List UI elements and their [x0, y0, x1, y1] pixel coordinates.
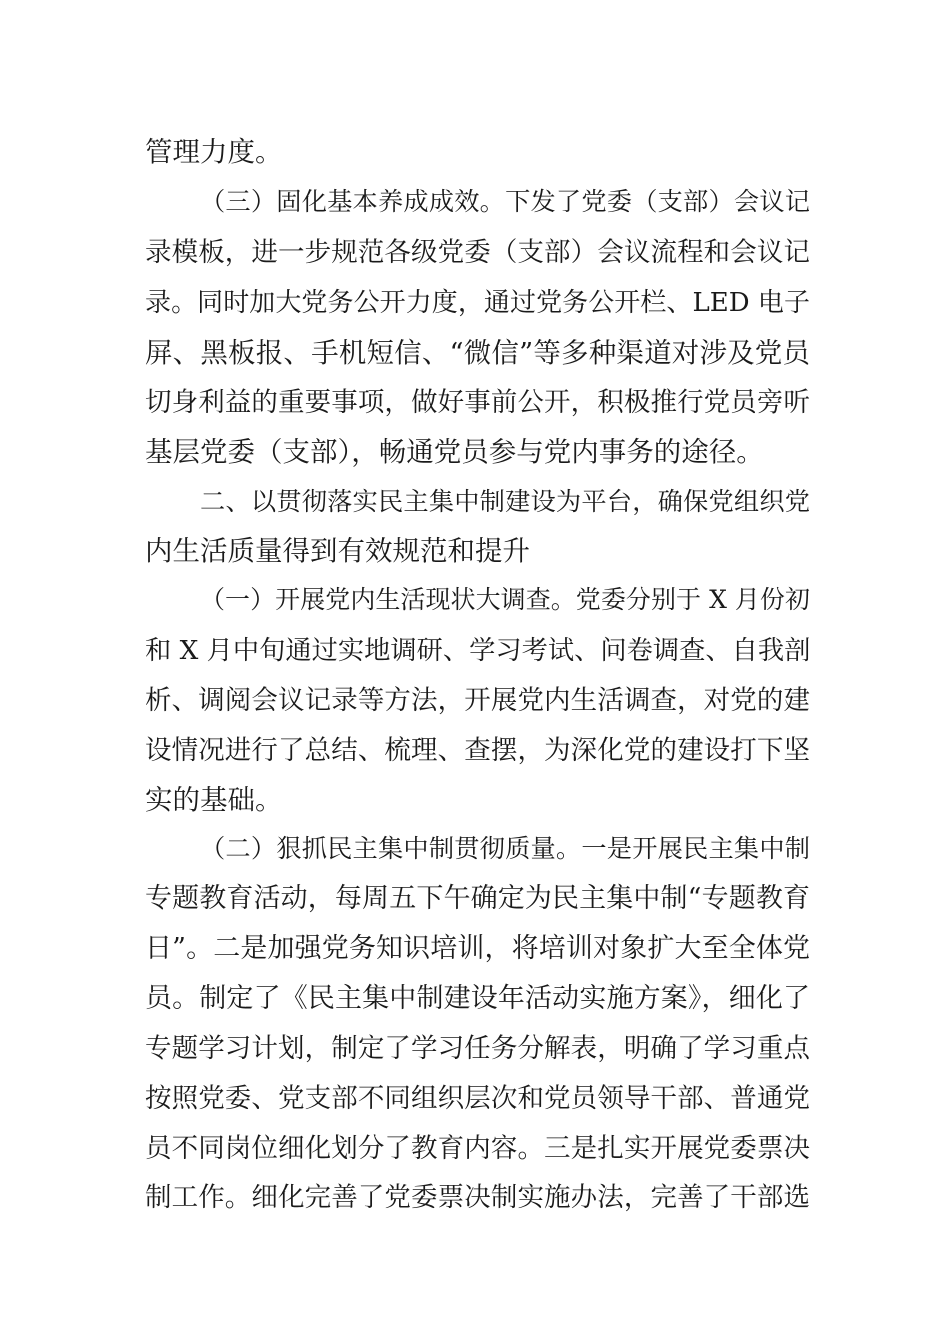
text-line: 专题教育活动，每周五下午确定为民主集中制“专题教育 [145, 883, 810, 914]
text-line: 员。制定了《民主集中制建设年活动实施方案》，细化了 [145, 983, 810, 1014]
section-heading-line: 二、以贯彻落实民主集中制建设为平台，确保党组织党 [200, 487, 810, 516]
text-line: 屏、黑板报、手机短信、“微信”等多种渠道对涉及党员 [145, 337, 810, 369]
text-line: 切身利益的重要事项，做好事前公开，积极推行党员旁听 [145, 387, 810, 418]
text-line: 实的基础。 [145, 784, 283, 816]
text-line: 员不同岗位细化划分了教育内容。三是扎实开展党委票决 [145, 1133, 810, 1164]
text-line: 录模板，进一步规范各级党委（支部）会议流程和会议记 [145, 237, 810, 268]
paragraph-heading-line: （二）狠抓民主集中制贯彻质量。一是开展民主集中制 [200, 834, 810, 863]
text-line: 制工作。细化完善了党委票决制实施办法，完善了干部选 [145, 1182, 810, 1213]
section-heading-line: 内生活质量得到有效规范和提升 [145, 535, 530, 567]
paragraph-heading-line: （一）开展党内生活现状大调查。党委分别于 X 月份初 [200, 585, 810, 614]
text-line: 按照党委、党支部不同组织层次和党员领导干部、普通党 [145, 1083, 810, 1114]
text-line: 管理力度。 [145, 136, 283, 168]
text-line: 日”。二是加强党务知识培训，将培训对象扩大至全体党 [145, 933, 810, 964]
text-line: 析、调阅会议记录等方法，开展党内生活调查，对党的建 [145, 685, 810, 716]
text-line: 设情况进行了总结、梳理、查摆，为深化党的建设打下坚 [145, 735, 810, 766]
text-line: 基层党委（支部），畅通党员参与党内事务的途径。 [145, 436, 764, 468]
text-line: 和 X 月中旬通过实地调研、学习考试、问卷调查、自我剖 [145, 636, 811, 666]
text-line: 专题学习计划，制定了学习任务分解表，明确了学习重点 [145, 1033, 810, 1064]
paragraph-heading-line: （三）固化基本养成成效。下发了党委（支部）会议记 [200, 187, 810, 216]
text-line: 录。同时加大党务公开力度，通过党务公开栏、LED 电子 [145, 288, 810, 318]
